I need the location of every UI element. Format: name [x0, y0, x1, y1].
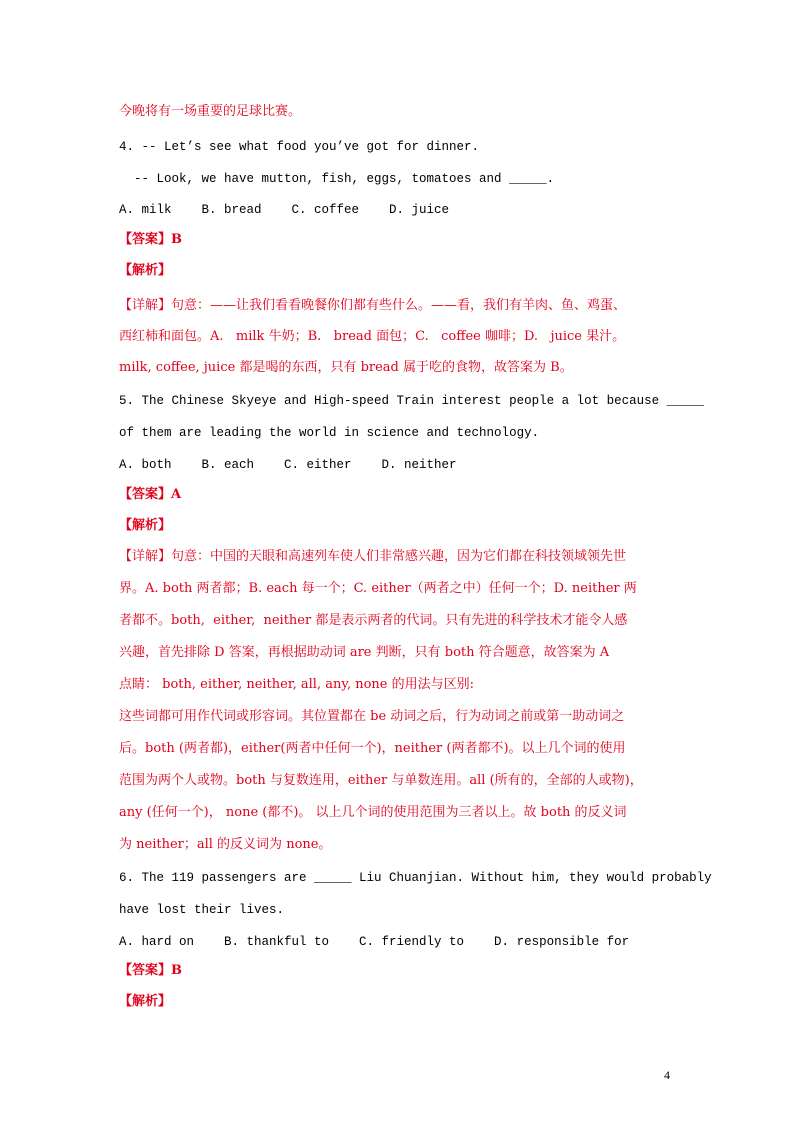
text-line: A. both B. each C. either D. neither [119, 458, 457, 472]
text-line: 点睛： both, either, neither, all, any, none 的用法与区别: [119, 677, 475, 692]
text-line: 这些词都可用作代词或形容词。其位置都在 be 动词之后，行为动词之前或第一助动词之 [119, 709, 625, 724]
text-line: 为 neither；all 的反义词为 none。 [119, 837, 332, 852]
text-line: 【答案】B [119, 232, 182, 247]
text-line: 兴趣，首先排除 D 答案，再根据助动词 are 判断，只有 both 符合题意，故答案为 A [119, 645, 610, 660]
text-line: 【解析】 [119, 994, 172, 1009]
text-line: 【详解】句意：中国的天眼和高速列车使人们非常感兴趣，因为它们都在科技领域领先世 [119, 549, 627, 564]
text-line: 【答案】B [119, 963, 182, 978]
text-line: 4. -- Let’s see what food you’ve got for dinner. [119, 140, 480, 154]
text-line: 界。A. both 两者都；B. each 每一个；C. either（两者之中）任何一个；D. neither 两 [119, 581, 637, 596]
text-line: A. hard on B. thankful to C. friendly to D. responsible for [119, 935, 630, 949]
page-number: 4 [664, 1068, 670, 1082]
text-line: -- Look, we have mutton, fish, eggs, tomatoes and _____. [119, 172, 555, 186]
text-line: 【详解】句意：——让我们看看晚餐你们都有些什么。——看，我们有羊肉、鱼、鸡蛋、 [119, 298, 627, 313]
text-line: of them are leading the world in science and technology. [119, 426, 540, 440]
text-line: 后。both (两者都)，either(两者中任何一个)，neither (两者都不)。以上几个词的使用 [119, 741, 626, 756]
text-line: A. milk B. bread C. coffee D. juice [119, 203, 450, 217]
text-line: 者都不。both, either, neither 都是表示两者的代词。只有先进的科学技术才能令人感 [119, 613, 628, 628]
text-line: 今晚将有一场重要的足球比赛。 [119, 104, 302, 119]
text-line: 6. The 119 passengers are _____ Liu Chuanjian. Without him, they would probably [119, 871, 712, 885]
text-line: any (任何一个)， none (都不)。 以上几个词的使用范围为三者以上。故 both 的反义词 [119, 805, 627, 820]
text-line: 【解析】 [119, 518, 172, 533]
text-line: 范围为两个人或物。both 与复数连用，either 与单数连用。all (所有的，全部的人或物)， [119, 773, 643, 788]
text-line: 西红柿和面包。A. milk 牛奶；B. bread 面包；C. coffee 咖啡；D. juice 果汁。 [119, 329, 626, 344]
text-line: milk, coffee, juice 都是喝的东西，只有 bread 属于吃的食物，故答案为 B。 [119, 360, 573, 375]
text-line: 【答案】A [119, 487, 182, 502]
text-line: have lost their lives. [119, 903, 285, 917]
text-line: 5. The Chinese Skyeye and High-speed Train interest people a lot because _____ [119, 394, 705, 408]
text-line: 【解析】 [119, 263, 172, 278]
